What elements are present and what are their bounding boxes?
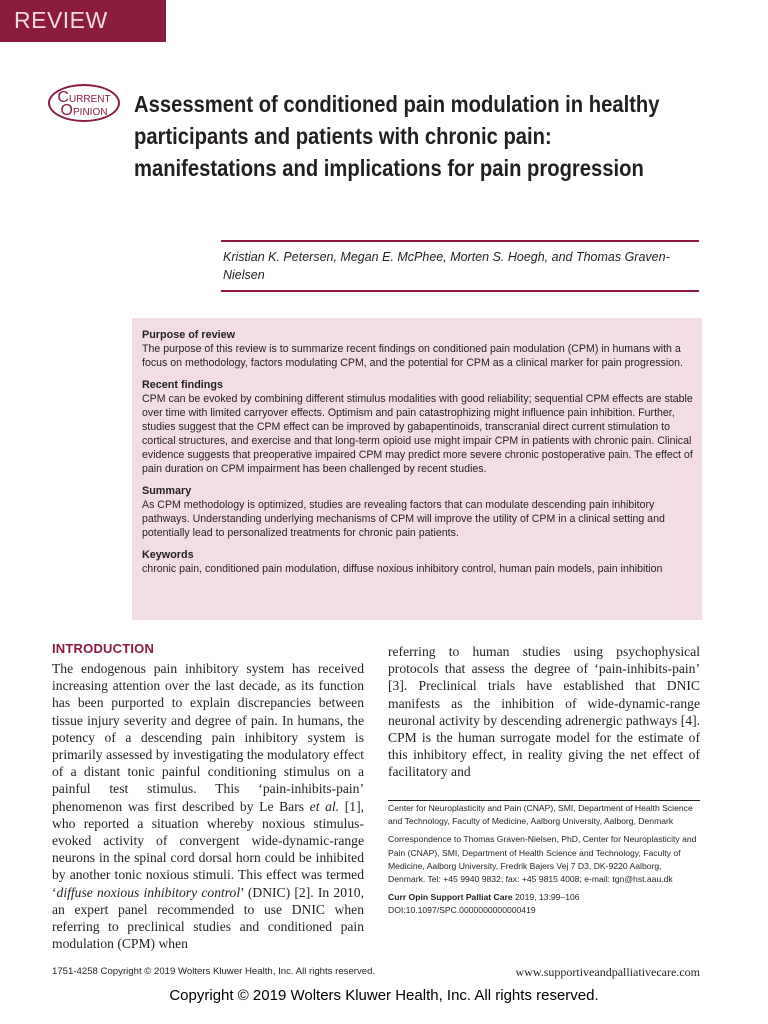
article-title: Assessment of conditioned pain modulation in healthy participants and patients with chronic pain: manifestations and implications for pain progression <box>134 91 660 181</box>
purpose-heading: Purpose of review <box>142 329 236 341</box>
summary-text: As CPM methodology is optimized, studies are revealing factors that can modulate descending pain inhibitory pathways. Understanding underlying mechanisms of CPM will improve the utility of CPM in a clinical setting and potentially lead to personalized treatments for chronic pain patients. <box>142 499 665 539</box>
body-column-right: referring to human studies using psychophysical protocols that assess the degree of ‘pain-inhibits-pain’ [3]. Preclinical trials have established that DNIC manifests as the inhibition of wide-dynamic-range neuronal activity by descending adrenergic pathways [4]. CPM is the human surrogate model for the estimate of this inhibitory effect, in reality giving the net effect of facilitatory and <box>388 644 700 780</box>
findings-heading: Recent findings <box>142 379 223 391</box>
abstract-box <box>132 318 702 620</box>
author-rule-bottom <box>221 290 699 292</box>
affiliation-block <box>388 800 700 923</box>
findings-text: CPM can be evoked by combining different stimulus modalities with good reliability; sequential CPM effects are stable over time with limited carryover effects. Optimism and pain catastrophizing might influence pain inhibition. Further, studies suggest that the CPM effect can be improved by gabapentinoids, transcranial direct current stimulation to cortical structures, and exercise and that long-term opioid use might impair CPM in patients with chronic pain. Clinical evidence suggests that preoperative impaired CPM may predict more severe chronic postoperative pain. The effect of pain duration on CPM impairment has been challenged by recent studies. <box>142 393 693 475</box>
correspondence: Correspondence to Thomas Graven-Nielsen, PhD, Center for Neuroplasticity and Pain (CNAP), SMI, Department of Health Science and Technology, Faculty of Medicine, Aalborg University, Fredrik Bajers Vej 7 D3, DK-9220 Aalborg, Denmark. Tel: +45 9940 9832; fax: +45 9815 4008; e-mail: tgn@hst.aau.dk <box>388 834 697 885</box>
keywords-text: chronic pain, conditioned pain modulation, diffuse noxious inhibitory control, human pain models, pain inhibition <box>142 563 663 575</box>
footer-copyright: Copyright © 2019 Wolters Kluwer Health, Inc. All rights reserved. <box>169 987 599 1004</box>
author-rule-top <box>221 240 699 242</box>
doi: DOI:10.1097/SPC.0000000000000419 <box>388 905 536 916</box>
footer-issn: 1751-4258 Copyright © 2019 Wolters Kluwer Health, Inc. All rights reserved. <box>52 966 376 977</box>
body-column-left: The endogenous pain inhibitory system has received increasing attention over the last decade, as its function has been purported to explain discrepancies between tissue injury severity and degree of pain. In humans, the potency of a descending pain inhibitory system is primarily assessed by investigating the modulatory effect of a distant tonic painful conditioning stimulus on a painful test stimulus. This ‘pain-inhibits-pain’ phenomenon was first described by Le Bars et al. [1], who reported a situation whereby noxious stimulus-evoked activity of convergent wide-dynamic-range neurons in the spinal cord dorsal horn could be inhibited by another tonic noxious stimuli. This effect was termed ‘diffuse noxious inhibitory control’ (DNIC) [2]. In 2010, an expert panel recommended to use DNIC when referring to preclinical studies and conditioned pain modulation (CPM) when <box>52 661 364 952</box>
keywords-heading: Keywords <box>142 549 194 561</box>
summary-heading: Summary <box>142 485 192 497</box>
footer-website-link[interactable]: www.supportiveandpalliativecare.com <box>515 965 700 979</box>
current-opinion-logo: CURRENT OPINION <box>48 84 120 122</box>
purpose-text: The purpose of this review is to summarize recent findings on conditioned pain modulation (CPM) in humans with a focus on methodology, factors modulating CPM, and the potential for CPM as a clinical marker for pain progression. <box>142 343 683 369</box>
introduction-heading: INTRODUCTION <box>52 641 155 656</box>
citation: Curr Opin Support Palliat Care 2019, 13:99–106 DOI:10.1097/SPC.0000000000000419 <box>388 892 580 916</box>
author-list: Kristian K. Petersen, Megan E. McPhee, Morten S. Hoegh, and Thomas Graven-Nielsen <box>223 250 670 282</box>
affiliation-center: Center for Neuroplasticity and Pain (CNAP), SMI, Department of Health Science and Technology, Faculty of Medicine, Aalborg University, Aalborg, Denmark <box>388 803 693 827</box>
section-tab: REVIEW <box>0 0 166 42</box>
